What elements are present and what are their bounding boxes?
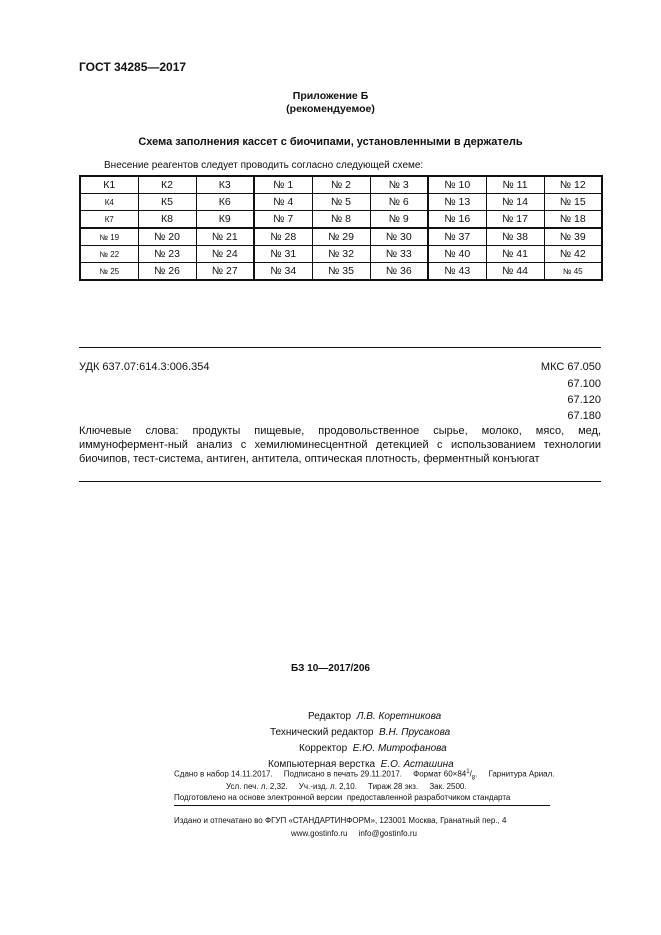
staff-name: Е.О. Асташина [380, 759, 454, 770]
staff-role: Корректор [299, 743, 348, 754]
table-cell: № 37 [428, 228, 486, 246]
table-cell: К8 [138, 211, 196, 229]
table-cell: К1 [80, 176, 138, 194]
staff-name: В.Н. Прусакова [379, 727, 451, 738]
table-cell: К7 [80, 211, 138, 229]
document-code: ГОСТ 34285—2017 [79, 60, 187, 74]
mks-code: 67.100 [567, 378, 601, 390]
table-cell: № 36 [370, 263, 428, 281]
table-cell: № 25 [80, 263, 138, 281]
table-cell: № 32 [312, 246, 370, 263]
staff-role: Компьютерная верстка [268, 759, 376, 770]
table-cell: № 16 [428, 211, 486, 229]
staff-line [270, 727, 450, 738]
table-cell: № 9 [370, 211, 428, 229]
table-row [80, 194, 602, 211]
table-cell: № 28 [254, 228, 312, 246]
table-cell: № 27 [196, 263, 254, 281]
udk-code: УДК 637.07:614.3:006.354 [79, 361, 210, 373]
table-cell: № 39 [544, 228, 602, 246]
mks-code: 67.180 [567, 410, 601, 422]
table-cell: № 13 [428, 194, 486, 211]
table-cell: К4 [80, 194, 138, 211]
table-cell: № 34 [254, 263, 312, 281]
cassette-scheme-table [79, 175, 603, 281]
table-cell: № 41 [486, 246, 544, 263]
table-cell: № 22 [80, 246, 138, 263]
table-cell: К5 [138, 194, 196, 211]
table-cell: № 35 [312, 263, 370, 281]
table-cell: № 20 [138, 228, 196, 246]
table-cell: № 42 [544, 246, 602, 263]
appendix-subtitle: (рекомендуемое) [286, 103, 375, 115]
table-cell: № 15 [544, 194, 602, 211]
table-cell: № 7 [254, 211, 312, 229]
table-cell: К3 [196, 176, 254, 194]
publisher-line-1: Издано и отпечатано во ФГУП «СТАНДАРТИНФОРМ», 123001 Москва, Гранатный пер., 4 [174, 816, 507, 825]
table-cell: № 29 [312, 228, 370, 246]
imprint-text: Сдано в набор 14.11.2017. Подписано в печать 29.11.2017. Формат 60×84 [174, 769, 467, 779]
table-row [80, 263, 602, 281]
appendix-title: Приложение Б [292, 90, 369, 102]
publisher-line-2: www.gostinfo.ru info@gostinfo.ru [291, 829, 417, 838]
table-cell: № 17 [486, 211, 544, 229]
keywords-paragraph: Ключевые слова: продукты пищевые, продовольственное сырье, молоко, мясо, мед, иммунофермент-ный анализ с хемилюминесцентной детекцией с использованием технологии биочипов, тест-система, антиген, антитела, оптическая плотность, ферментный конъюгат [79, 425, 601, 465]
table-cell: К9 [196, 211, 254, 229]
table-cell: № 14 [486, 194, 544, 211]
staff-line [308, 711, 441, 722]
table-cell: № 30 [370, 228, 428, 246]
table-cell: № 23 [138, 246, 196, 263]
table-cell: № 45 [544, 263, 602, 281]
bz-number: БЗ 10—2017/206 [291, 663, 370, 674]
table-cell: № 3 [370, 176, 428, 194]
table-row [80, 246, 602, 263]
table-cell: № 44 [486, 263, 544, 281]
imprint-line-2: Усл. печ. л. 2,32. Уч.-изд. л. 2,10. Тираж 28 экз. Зак. 2500. [226, 782, 467, 791]
table-cell: № 5 [312, 194, 370, 211]
format-sup: 1 [466, 769, 470, 775]
mks-code: 67.120 [567, 394, 601, 406]
table-cell: № 10 [428, 176, 486, 194]
table-row [80, 211, 602, 229]
table-cell: № 19 [80, 228, 138, 246]
imprint-line-3: Подготовлено на основе электронной версии предоставленной разработчиком стандарта [174, 793, 511, 802]
staff-line [299, 743, 447, 754]
table-cell: № 43 [428, 263, 486, 281]
table-cell: № 8 [312, 211, 370, 229]
table-row [80, 176, 602, 194]
table-cell: № 11 [486, 176, 544, 194]
table-cell: № 1 [254, 176, 312, 194]
table-cell: К6 [196, 194, 254, 211]
staff-role: Технический редактор [270, 727, 374, 738]
staff-role: Редактор [308, 711, 352, 722]
format-sub: 8 [471, 775, 476, 782]
table-cell: № 26 [138, 263, 196, 281]
table-cell: № 33 [370, 246, 428, 263]
table-cell: № 2 [312, 176, 370, 194]
table-cell: № 21 [196, 228, 254, 246]
table-row [80, 228, 602, 246]
imprint-text: . Гарнитура Ариал. [475, 769, 555, 779]
scheme-title: Схема заполнения кассет с биочипами, установленными в держатель [138, 136, 523, 148]
divider-imprint [174, 805, 550, 806]
divider-top [79, 347, 601, 348]
imprint-line-1: Сдано в набор 14.11.2017. Подписано в печать 29.11.2017. Формат $60\times 84^1/_8$. Гарнитура Ариал. [174, 769, 555, 782]
table-note: Внесение реагентов следует проводить согласно следующей схеме: [104, 160, 424, 171]
table-cell: № 4 [254, 194, 312, 211]
table-cell: № 31 [254, 246, 312, 263]
table-cell: № 24 [196, 246, 254, 263]
table-cell: № 38 [486, 228, 544, 246]
staff-name: Е.Ю. Митрофанова [352, 743, 447, 754]
table-cell: № 6 [370, 194, 428, 211]
table-cell: № 18 [544, 211, 602, 229]
table-cell: К2 [138, 176, 196, 194]
divider-bottom [79, 481, 601, 482]
table-cell: № 40 [428, 246, 486, 263]
table-cell: № 12 [544, 176, 602, 194]
staff-name: Л.В. Коретникова [356, 711, 442, 722]
mks-code: МКС 67.050 [540, 361, 601, 373]
